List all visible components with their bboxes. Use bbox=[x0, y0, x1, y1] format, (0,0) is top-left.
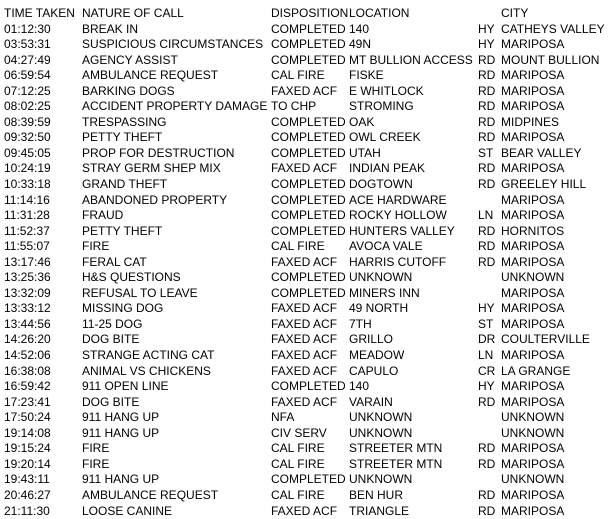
cell-location: FISKE bbox=[349, 68, 477, 84]
column-header-time: TIME TAKEN bbox=[4, 6, 84, 22]
table-row bbox=[0, 332, 614, 348]
cell-nature: ANIMAL VS CHICKENS bbox=[82, 364, 270, 380]
cell-time: 17:23:41 bbox=[4, 395, 80, 411]
cell-disposition: COMPLETED bbox=[271, 224, 349, 240]
cell-disposition: CIV SERV bbox=[271, 426, 349, 442]
cell-city: MARIPOSA bbox=[501, 37, 614, 53]
cell-time: 11:31:28 bbox=[4, 208, 80, 224]
cell-disposition: COMPLETED bbox=[271, 37, 349, 53]
cell-city: MOUNT BULLION bbox=[501, 53, 614, 69]
cell-time: 13:17:46 bbox=[4, 255, 80, 271]
cell-disposition: COMPLETED bbox=[271, 177, 349, 193]
table-row bbox=[0, 53, 614, 69]
cell-city: MARIPOSA bbox=[501, 239, 614, 255]
cell-nature: BARKING DOGS bbox=[82, 84, 270, 100]
cell-nature: 911 HANG UP bbox=[82, 472, 270, 488]
cell-city: MARIPOSA bbox=[501, 317, 614, 333]
cell-location: HARRIS CUTOFF bbox=[349, 255, 477, 271]
cell-disposition: COMPLETED bbox=[271, 472, 349, 488]
table-row bbox=[0, 193, 614, 209]
cell-nature: AMBULANCE REQUEST bbox=[82, 488, 270, 504]
cell-road-suffix: HY bbox=[478, 301, 500, 317]
cell-location: OWL CREEK bbox=[349, 130, 477, 146]
cell-disposition: CAL FIRE bbox=[271, 441, 349, 457]
cell-disposition: FAXED ACF bbox=[271, 84, 349, 100]
cell-city: UNKNOWN bbox=[501, 270, 614, 286]
cell-location: ACE HARDWARE bbox=[349, 193, 477, 209]
cell-disposition: FAXED ACF bbox=[271, 348, 349, 364]
cell-road-suffix: RD bbox=[478, 99, 500, 115]
cell-city: UNKNOWN bbox=[501, 472, 614, 488]
cell-time: 14:52:06 bbox=[4, 348, 80, 364]
cell-road-suffix: CR bbox=[478, 364, 500, 380]
cell-nature: MISSING DOG bbox=[82, 301, 270, 317]
cell-time: 19:43:11 bbox=[4, 472, 80, 488]
cell-time: 13:25:36 bbox=[4, 270, 80, 286]
cell-city: UNKNOWN bbox=[501, 426, 614, 442]
cell-time: 11:52:37 bbox=[4, 224, 80, 240]
cell-time: 17:50:24 bbox=[4, 410, 80, 426]
cell-location: STREETER MTN bbox=[349, 441, 477, 457]
cell-location: OAK bbox=[349, 115, 477, 131]
table-row bbox=[0, 22, 614, 38]
cell-road-suffix: HY bbox=[478, 37, 500, 53]
cell-disposition: CAL FIRE bbox=[271, 239, 349, 255]
cell-time: 08:39:59 bbox=[4, 115, 80, 131]
cell-city: MARIPOSA bbox=[501, 161, 614, 177]
cell-city: MARIPOSA bbox=[501, 395, 614, 411]
cell-disposition: COMPLETED bbox=[271, 270, 349, 286]
cell-nature: REFUSAL TO LEAVE bbox=[82, 286, 270, 302]
cell-nature: SUSPICIOUS CIRCUMSTANCES bbox=[82, 37, 270, 53]
cell-time: 19:14:08 bbox=[4, 426, 80, 442]
cell-location: 49N bbox=[349, 37, 477, 53]
cell-nature: GRAND THEFT bbox=[82, 177, 270, 193]
cell-time: 01:12:30 bbox=[4, 22, 80, 38]
table-row bbox=[0, 410, 614, 426]
cell-time: 21:11:30 bbox=[4, 504, 80, 519]
cell-disposition: COMPLETED bbox=[271, 130, 349, 146]
cell-road-suffix: RD bbox=[478, 488, 500, 504]
cell-city: LA GRANGE bbox=[501, 364, 614, 380]
cell-time: 10:33:18 bbox=[4, 177, 80, 193]
cell-nature: ACCIDENT PROPERTY DAMAGE bbox=[82, 99, 270, 115]
cell-road-suffix: RD bbox=[478, 504, 500, 519]
table-row bbox=[0, 301, 614, 317]
column-header-nature: NATURE OF CALL bbox=[82, 6, 270, 22]
table-row bbox=[0, 348, 614, 364]
cell-location: UNKNOWN bbox=[349, 472, 477, 488]
cell-road-suffix: RD bbox=[478, 130, 500, 146]
cell-road-suffix: RD bbox=[478, 161, 500, 177]
cell-disposition: COMPLETED bbox=[271, 146, 349, 162]
cell-nature: H&S QUESTIONS bbox=[82, 270, 270, 286]
cell-nature: PETTY THEFT bbox=[82, 224, 270, 240]
cell-road-suffix: ST bbox=[478, 146, 500, 162]
cell-location: TRIANGLE bbox=[349, 504, 477, 519]
cell-nature: 911 HANG UP bbox=[82, 426, 270, 442]
cell-road-suffix: RD bbox=[478, 177, 500, 193]
cell-road-suffix: HY bbox=[478, 22, 500, 38]
cell-nature: DOG BITE bbox=[82, 395, 270, 411]
cell-city: MIDPINES bbox=[501, 115, 614, 131]
cell-nature: 911 OPEN LINE bbox=[82, 379, 270, 395]
cell-nature: LOOSE CANINE bbox=[82, 504, 270, 519]
cell-nature: TRESPASSING bbox=[82, 115, 270, 131]
cell-disposition: COMPLETED bbox=[271, 286, 349, 302]
cell-time: 14:26:20 bbox=[4, 332, 80, 348]
cell-disposition: COMPLETED bbox=[271, 193, 349, 209]
table-row bbox=[0, 457, 614, 473]
cell-location: DOGTOWN bbox=[349, 177, 477, 193]
cell-disposition: FAXED ACF bbox=[271, 395, 349, 411]
cell-road-suffix: LN bbox=[478, 348, 500, 364]
cell-nature: FIRE bbox=[82, 239, 270, 255]
cell-location: MEADOW bbox=[349, 348, 477, 364]
cell-location: UNKNOWN bbox=[349, 270, 477, 286]
cell-disposition: FAXED ACF bbox=[271, 317, 349, 333]
cell-nature: STRAY GERM SHEP MIX bbox=[82, 161, 270, 177]
cell-location: E WHITLOCK bbox=[349, 84, 477, 100]
cell-city: MARIPOSA bbox=[501, 84, 614, 100]
cell-city: MARIPOSA bbox=[501, 208, 614, 224]
cell-city: MARIPOSA bbox=[501, 457, 614, 473]
cell-location: ROCKY HOLLOW bbox=[349, 208, 477, 224]
cell-location: MINERS INN bbox=[349, 286, 477, 302]
cell-city: MARIPOSA bbox=[501, 255, 614, 271]
cell-nature: 911 HANG UP bbox=[82, 410, 270, 426]
table-row bbox=[0, 37, 614, 53]
table-row bbox=[0, 488, 614, 504]
cell-time: 06:59:54 bbox=[4, 68, 80, 84]
cell-location: BEN HUR bbox=[349, 488, 477, 504]
cell-nature: STRANGE ACTING CAT bbox=[82, 348, 270, 364]
cell-time: 10:24:19 bbox=[4, 161, 80, 177]
cell-road-suffix: RD bbox=[478, 68, 500, 84]
cell-disposition: CAL FIRE bbox=[271, 68, 349, 84]
cell-city: MARIPOSA bbox=[501, 99, 614, 115]
cell-time: 13:33:12 bbox=[4, 301, 80, 317]
cell-disposition: CAL FIRE bbox=[271, 488, 349, 504]
cell-road-suffix: RD bbox=[478, 255, 500, 271]
table-header bbox=[0, 6, 614, 22]
cell-nature: 11-25 DOG bbox=[82, 317, 270, 333]
table-row bbox=[0, 426, 614, 442]
cell-disposition: FAXED ACF bbox=[271, 161, 349, 177]
cell-city: UNKNOWN bbox=[501, 410, 614, 426]
cell-time: 19:20:14 bbox=[4, 457, 80, 473]
table-row bbox=[0, 504, 614, 519]
cell-disposition: CAL FIRE bbox=[271, 457, 349, 473]
cell-time: 13:32:09 bbox=[4, 286, 80, 302]
cell-location: HUNTERS VALLEY bbox=[349, 224, 477, 240]
cell-time: 19:15:24 bbox=[4, 441, 80, 457]
cell-nature: FIRE bbox=[82, 441, 270, 457]
cell-location: 49 NORTH bbox=[349, 301, 477, 317]
cell-time: 09:32:50 bbox=[4, 130, 80, 146]
table-row bbox=[0, 68, 614, 84]
cell-disposition: COMPLETED bbox=[271, 22, 349, 38]
cell-disposition: FAXED ACF bbox=[271, 301, 349, 317]
cell-city: COULTERVILLE bbox=[501, 332, 614, 348]
cell-road-suffix: RD bbox=[478, 224, 500, 240]
cell-location: 140 bbox=[349, 22, 477, 38]
cell-road-suffix: RD bbox=[478, 239, 500, 255]
cell-location: INDIAN PEAK bbox=[349, 161, 477, 177]
cell-city: BEAR VALLEY bbox=[501, 146, 614, 162]
cell-location: STREETER MTN bbox=[349, 457, 477, 473]
cell-road-suffix: RD bbox=[478, 115, 500, 131]
cell-time: 11:55:07 bbox=[4, 239, 80, 255]
table-row bbox=[0, 239, 614, 255]
cell-time: 20:46:27 bbox=[4, 488, 80, 504]
cell-road-suffix: RD bbox=[478, 53, 500, 69]
cell-road-suffix: ST bbox=[478, 317, 500, 333]
cell-city: MARIPOSA bbox=[501, 301, 614, 317]
cell-location: VARAIN bbox=[349, 395, 477, 411]
cell-nature: FERAL CAT bbox=[82, 255, 270, 271]
cell-disposition: COMPLETED bbox=[271, 115, 349, 131]
cell-location: MT BULLION ACCESS bbox=[349, 53, 477, 69]
cell-location: 140 bbox=[349, 379, 477, 395]
cell-city: MARIPOSA bbox=[501, 379, 614, 395]
cell-nature: FRAUD bbox=[82, 208, 270, 224]
cell-time: 09:45:05 bbox=[4, 146, 80, 162]
table-row bbox=[0, 317, 614, 333]
table-row bbox=[0, 270, 614, 286]
table-row bbox=[0, 395, 614, 411]
cell-disposition: TO CHP bbox=[271, 99, 349, 115]
cell-location: CAPULO bbox=[349, 364, 477, 380]
cell-location: UTAH bbox=[349, 146, 477, 162]
table-row bbox=[0, 177, 614, 193]
cell-disposition: FAXED ACF bbox=[271, 255, 349, 271]
cell-road-suffix: RD bbox=[478, 457, 500, 473]
cell-road-suffix: LN bbox=[478, 208, 500, 224]
cell-nature: PROP FOR DESTRUCTION bbox=[82, 146, 270, 162]
cell-location: UNKNOWN bbox=[349, 426, 477, 442]
cell-time: 16:38:08 bbox=[4, 364, 80, 380]
cell-nature: FIRE bbox=[82, 457, 270, 473]
table-row bbox=[0, 472, 614, 488]
cell-disposition: NFA bbox=[271, 410, 349, 426]
table-row bbox=[0, 161, 614, 177]
cell-nature: DOG BITE bbox=[82, 332, 270, 348]
cell-location: 7TH bbox=[349, 317, 477, 333]
cell-city: CATHEYS VALLEY bbox=[501, 22, 614, 38]
cell-location: UNKNOWN bbox=[349, 410, 477, 426]
cell-city: MARIPOSA bbox=[501, 348, 614, 364]
cell-city: GREELEY HILL bbox=[501, 177, 614, 193]
cell-city: MARIPOSA bbox=[501, 130, 614, 146]
cell-disposition: COMPLETED bbox=[271, 208, 349, 224]
cell-road-suffix: DR bbox=[478, 332, 500, 348]
cell-disposition: COMPLETED bbox=[271, 379, 349, 395]
table-row bbox=[0, 364, 614, 380]
cell-city: MARIPOSA bbox=[501, 286, 614, 302]
cell-nature: PETTY THEFT bbox=[82, 130, 270, 146]
cell-city: MARIPOSA bbox=[501, 441, 614, 457]
column-header-city: CITY bbox=[501, 6, 614, 22]
table-row bbox=[0, 379, 614, 395]
table-row bbox=[0, 441, 614, 457]
column-header-location: LOCATION bbox=[349, 6, 477, 22]
cell-time: 04:27:49 bbox=[4, 53, 80, 69]
table-row bbox=[0, 99, 614, 115]
table-row bbox=[0, 224, 614, 240]
cell-time: 08:02:25 bbox=[4, 99, 80, 115]
cell-city: MARIPOSA bbox=[501, 193, 614, 209]
table-body bbox=[0, 22, 614, 519]
cell-disposition: FAXED ACF bbox=[271, 364, 349, 380]
cell-time: 11:14:16 bbox=[4, 193, 80, 209]
table-row bbox=[0, 286, 614, 302]
column-header-disposition: DISPOSITION bbox=[271, 6, 349, 22]
cell-time: 13:44:56 bbox=[4, 317, 80, 333]
cell-nature: AGENCY ASSIST bbox=[82, 53, 270, 69]
cell-road-suffix: RD bbox=[478, 441, 500, 457]
cell-location: STROMING bbox=[349, 99, 477, 115]
table-row bbox=[0, 146, 614, 162]
cell-disposition: COMPLETED bbox=[271, 53, 349, 69]
cell-road-suffix: HY bbox=[478, 379, 500, 395]
cell-road-suffix: RD bbox=[478, 84, 500, 100]
cell-disposition: FAXED ACF bbox=[271, 504, 349, 519]
table-row bbox=[0, 130, 614, 146]
cell-city: HORNITOS bbox=[501, 224, 614, 240]
cell-nature: ABANDONED PROPERTY bbox=[82, 193, 270, 209]
cell-city: MARIPOSA bbox=[501, 68, 614, 84]
cell-time: 03:53:31 bbox=[4, 37, 80, 53]
cell-road-suffix: RD bbox=[478, 395, 500, 411]
cell-location: AVOCA VALE bbox=[349, 239, 477, 255]
cell-time: 07:12:25 bbox=[4, 84, 80, 100]
cell-time: 16:59:42 bbox=[4, 379, 80, 395]
table-row bbox=[0, 255, 614, 271]
cell-disposition: FAXED ACF bbox=[271, 332, 349, 348]
table-row bbox=[0, 208, 614, 224]
cell-nature: AMBULANCE REQUEST bbox=[82, 68, 270, 84]
cell-nature: BREAK IN bbox=[82, 22, 270, 38]
table-row bbox=[0, 115, 614, 131]
cell-city: MARIPOSA bbox=[501, 504, 614, 519]
table-row bbox=[0, 84, 614, 100]
cell-location: GRILLO bbox=[349, 332, 477, 348]
cell-city: MARIPOSA bbox=[501, 488, 614, 504]
